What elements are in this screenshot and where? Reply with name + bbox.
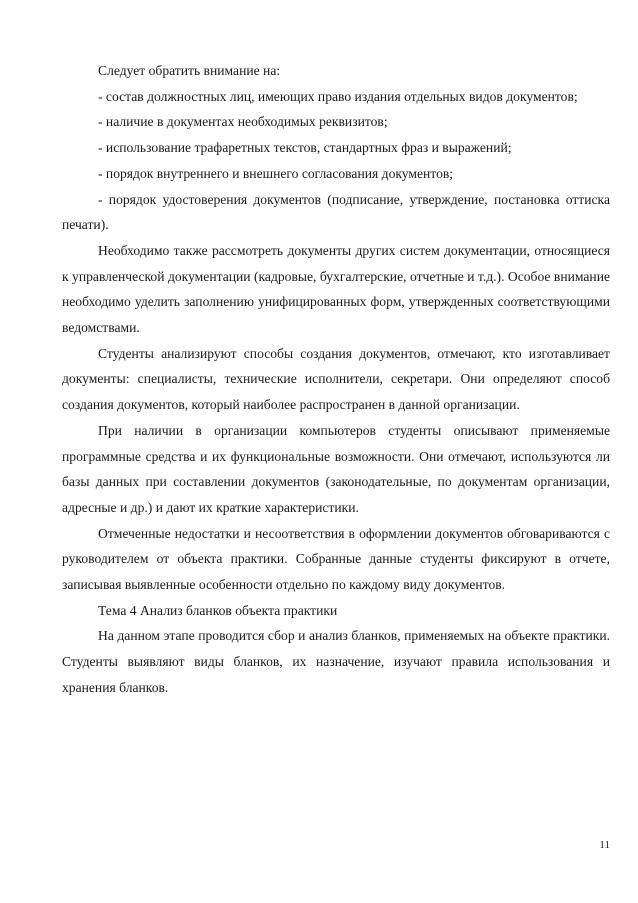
page-number: 11 [599,839,610,851]
paragraph-list-approval-order: - порядок внутреннего и внешнего согласования документов; [98,165,454,181]
paragraph-software-tools: При наличии в организации компьютеров студенты описывают применяемые программные средства и их функциональные возможности. Они отмечают, используются ли базы данных при составлении документов (законодательные, по документам организации, адресные и др.) и дают их краткие характеристики. [62,422,610,515]
paragraph-list-requisites: - наличие в документах необходимых реквизитов; [98,114,388,130]
paragraph-attention-intro: Следует обратить внимание на: [98,63,281,78]
paragraph-list-certification-order: - порядок удостоверения документов (подписание, утверждение, постановка оттиска печати). [62,191,610,233]
paragraph-forms-analysis: На данном этапе проводится сбор и анализ бланков, применяемых на объекте практики. Студенты выявляют виды бланков, их назначение, изучают правила использования и хранения бланков. [62,628,610,695]
paragraph-creation-methods: Студенты анализируют способы создания документов, отмечают, кто изготавливает документы: специалисты, технические исполнители, секретари. Они определяют способ создания документов, который наиболее распространен в данной организации. [62,345,610,413]
document-body [62,58,610,701]
section-heading-topic-4: Тема 4 Анализ бланков объекта практики [98,602,338,618]
paragraph-other-documentation: Необходимо также рассмотреть документы других систем документации, относящиеся к управленческой документации (кадровые, бухгалтерские, отчетные и т.д.). Особое внимание необходимо уделить заполнению унифицированных форм, утвержденных соответствующими ведомствами. [62,242,610,336]
paragraph-list-officials: - состав должностных лиц, имеющих право издания отдельных видов документов; [98,88,578,104]
paragraph-list-stencil-texts: - использование трафаретных текстов, стандартных фраз и выражений; [98,140,512,156]
paragraph-shortcomings: Отмеченные недостатки и несоответствия в оформлении документов обговариваются с руководителем от объекта практики. Собранные данные студенты фиксируют в отчете, записывая выявленные особенности отдельно по каждому виду документов. [62,525,610,593]
